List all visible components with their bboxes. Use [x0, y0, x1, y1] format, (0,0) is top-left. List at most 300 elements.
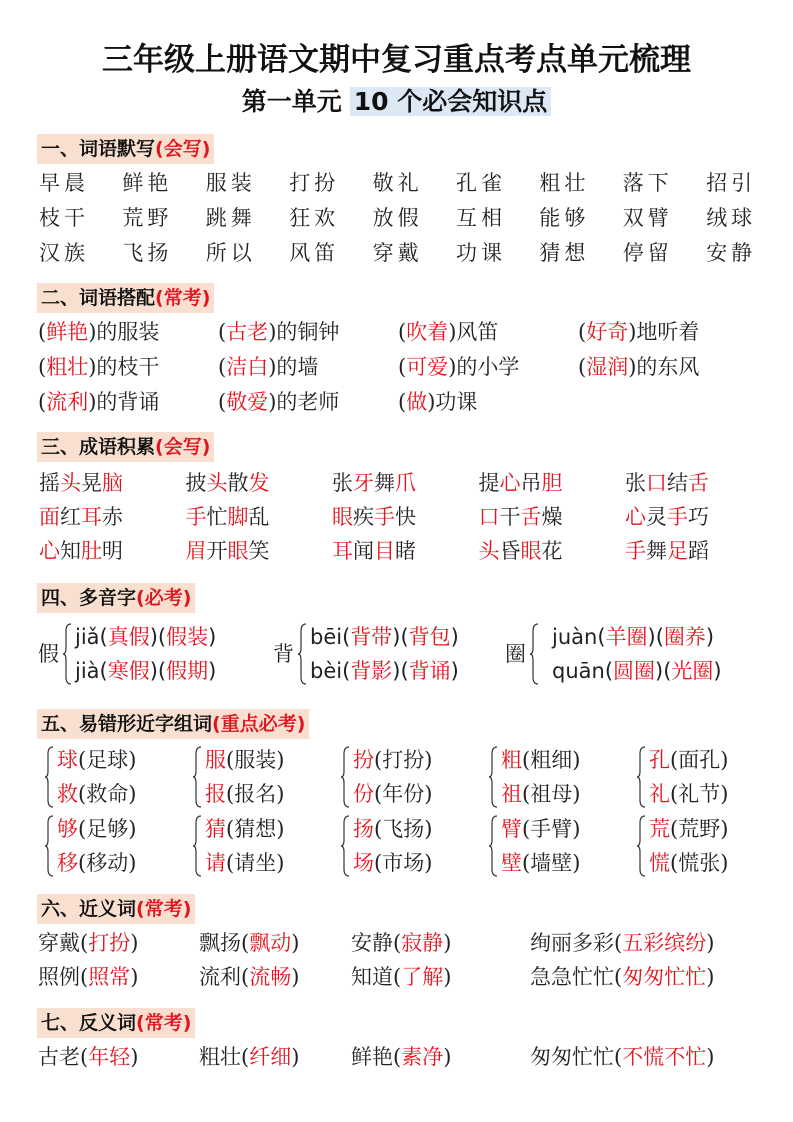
red-text: 救 — [57, 782, 78, 806]
text: (年份) — [374, 782, 433, 806]
text: (荒野) — [670, 817, 729, 841]
section-heading — [37, 432, 214, 462]
subtitle-unit: 第一单元 — [241, 87, 342, 116]
red-text: 了解 — [401, 965, 444, 989]
red-text: 舌 — [520, 505, 542, 529]
red-text: 羊圈 — [605, 625, 648, 649]
pinyin-line — [75, 658, 216, 684]
similar-char-word — [353, 850, 432, 876]
vocab-word: 粗壮 — [539, 171, 590, 195]
vocab-word: 敬礼 — [372, 171, 423, 195]
red-text: 流利 — [46, 390, 89, 414]
red-text: 请 — [205, 851, 226, 875]
collocation — [38, 319, 159, 345]
red-text: 敬爱 — [226, 390, 269, 414]
red-text: 牙 — [353, 471, 374, 495]
text: 知 — [60, 539, 81, 563]
section-title: 一、词语默写 — [41, 138, 156, 160]
vocab-word: 打扮 — [289, 171, 340, 195]
vocab-word: 鲜艳 — [122, 171, 173, 195]
text: 穿戴( — [38, 931, 89, 955]
similar-char-word — [649, 781, 728, 807]
red-text: 礼 — [649, 782, 670, 806]
text: 蹈 — [688, 539, 709, 563]
red-text: 照常 — [88, 965, 131, 989]
red-text: 素净 — [401, 1045, 444, 1069]
vocab-word: 服装 — [205, 171, 256, 195]
red-text: 背带 — [350, 625, 393, 649]
red-text: 面 — [39, 505, 60, 529]
section-tag: (常考) — [136, 898, 192, 920]
text: 疾 — [353, 505, 374, 529]
text: (移动) — [78, 851, 137, 875]
similar-char-word — [205, 850, 284, 876]
text: )的老师 — [268, 390, 340, 414]
red-text: 粗壮 — [46, 355, 89, 379]
section-heading — [37, 283, 214, 313]
text: 照例( — [38, 965, 89, 989]
vocab-word: 双臂 — [622, 206, 673, 230]
red-text: 心 — [499, 471, 521, 495]
synonym-pair — [38, 930, 138, 956]
idiom — [625, 470, 709, 496]
similar-char-word — [205, 747, 284, 773]
brace-icon — [297, 623, 307, 685]
vocab-word: 早晨 — [39, 171, 89, 195]
idiom — [186, 470, 270, 496]
red-text: 荒 — [649, 817, 670, 841]
vocab-word: 猜想 — [539, 241, 590, 265]
text: ( — [38, 320, 47, 344]
red-text: 背包 — [408, 625, 451, 649]
text: 摇 — [39, 471, 60, 495]
polyphone-char: 背 — [273, 642, 294, 666]
section-tag: (常考) — [155, 287, 211, 309]
collocation — [38, 354, 159, 380]
vocab-word: 停留 — [622, 241, 673, 265]
antonym-pair — [199, 1044, 299, 1070]
vocab-word: 荒野 — [122, 206, 173, 230]
text: jià( — [75, 659, 108, 683]
text: ) — [450, 659, 459, 683]
text: 巧 — [688, 505, 709, 529]
red-text: 眼 — [227, 539, 249, 563]
red-text: 打扮 — [88, 931, 131, 955]
vocab-word: 风笛 — [289, 241, 340, 265]
red-text: 耳 — [81, 505, 102, 529]
vocab-word: 互相 — [456, 206, 506, 230]
red-text: 不慌不忙 — [622, 1045, 707, 1069]
red-text: 飘动 — [249, 931, 292, 955]
similar-char-word — [501, 747, 580, 773]
text: 睹 — [395, 539, 416, 563]
text: ) — [443, 931, 452, 955]
text: (救命) — [78, 782, 137, 806]
text: (足够) — [78, 817, 137, 841]
vocab-word: 招引 — [706, 171, 757, 195]
similar-char-word — [649, 816, 728, 842]
text: (市场) — [374, 851, 433, 875]
page-subtitle — [0, 86, 793, 118]
idiom — [479, 504, 563, 530]
red-text: 五彩缤纷 — [622, 931, 707, 955]
idiom — [39, 504, 123, 530]
text: (打扮) — [374, 748, 433, 772]
text: )的枝干 — [88, 355, 160, 379]
red-text: 头 — [60, 471, 81, 495]
page-title: 三年级上册语文期中复习重点考点单元梳理 — [102, 42, 691, 78]
text: 燥 — [541, 505, 563, 529]
collocation — [218, 389, 339, 415]
text: juàn( — [552, 625, 606, 649]
red-text: 心 — [625, 505, 646, 529]
text: ) — [443, 965, 452, 989]
red-text: 猜 — [205, 817, 226, 841]
section-title: 四、多音字 — [41, 587, 137, 609]
section-heading — [37, 1008, 195, 1038]
text: )的墙 — [268, 355, 319, 379]
text: 灵 — [646, 505, 667, 529]
text: )功课 — [427, 390, 478, 414]
polyphone-char: 假 — [38, 642, 59, 666]
similar-char-word — [57, 850, 136, 876]
vocab-word: 孔雀 — [456, 171, 506, 195]
text: 鲜艳( — [351, 1045, 402, 1069]
red-text: 纤细 — [249, 1045, 292, 1069]
text: )( — [655, 659, 672, 683]
text: (服装) — [226, 748, 285, 772]
text: (猜想) — [226, 817, 285, 841]
text: 舞 — [374, 471, 395, 495]
text: )的东风 — [628, 355, 700, 379]
red-text: 移 — [57, 851, 78, 875]
antonym-pair — [351, 1044, 451, 1070]
text: bēi( — [310, 625, 351, 649]
section-title: 六、近义词 — [41, 898, 137, 920]
text: 干 — [499, 505, 521, 529]
idiom — [479, 470, 563, 496]
vocab-word: 绒球 — [706, 206, 757, 230]
text: )的小学 — [448, 355, 520, 379]
similar-char-word — [353, 781, 432, 807]
collocation — [398, 354, 519, 380]
vocab-word: 跳舞 — [205, 206, 256, 230]
red-text: 手 — [625, 539, 646, 563]
text: 舞 — [646, 539, 667, 563]
red-text: 鲜艳 — [46, 320, 89, 344]
text: 急急忙忙( — [530, 965, 623, 989]
brace-icon — [340, 746, 350, 808]
synonym-pair — [38, 964, 138, 990]
synonym-pair — [199, 964, 299, 990]
antonym-pair — [530, 1044, 714, 1070]
text: 张 — [332, 471, 353, 495]
text: 乱 — [248, 505, 270, 529]
text: (请坐) — [226, 851, 285, 875]
red-text: 圆圈 — [613, 659, 656, 683]
text: ) — [130, 965, 139, 989]
text: ) — [291, 965, 300, 989]
text: 吊 — [520, 471, 542, 495]
text: (祖母) — [522, 782, 581, 806]
brace-icon — [488, 746, 498, 808]
vocab-word: 放假 — [372, 206, 423, 230]
brace-icon — [192, 746, 202, 808]
text: (墙壁) — [522, 851, 581, 875]
red-text: 扮 — [353, 748, 374, 772]
text: ) — [291, 931, 300, 955]
idiom — [332, 538, 416, 564]
red-text: 手 — [374, 505, 395, 529]
text: (手臂) — [522, 817, 581, 841]
text: (飞扬) — [374, 817, 433, 841]
red-text: 洁白 — [226, 355, 269, 379]
red-text: 背影 — [350, 659, 393, 683]
text: )的背诵 — [88, 390, 160, 414]
red-text: 心 — [39, 539, 60, 563]
vocab-word: 功课 — [456, 241, 506, 265]
red-text: 光圈 — [671, 659, 714, 683]
text: ( — [398, 390, 407, 414]
idiom — [186, 504, 270, 530]
text: )( — [647, 625, 664, 649]
text: 绚丽多彩( — [530, 931, 623, 955]
section-title: 七、反义词 — [41, 1012, 137, 1034]
red-text: 耳 — [332, 539, 353, 563]
brace-icon — [636, 746, 646, 808]
similar-char-word — [57, 816, 136, 842]
text: (面孔) — [670, 748, 729, 772]
text: )( — [392, 659, 409, 683]
text: (报名) — [226, 782, 285, 806]
vocab-word: 枝干 — [39, 206, 89, 230]
red-text: 眼 — [520, 539, 542, 563]
section-tag: (常考) — [136, 1012, 192, 1034]
text: 古老( — [38, 1045, 89, 1069]
text: )风笛 — [448, 320, 499, 344]
text: 飘扬( — [199, 931, 250, 955]
text: ( — [578, 355, 587, 379]
red-text: 做 — [406, 390, 428, 414]
red-text: 手 — [667, 505, 688, 529]
idiom — [39, 538, 123, 564]
brace-icon — [488, 815, 498, 877]
red-text: 报 — [205, 782, 226, 806]
section-heading — [37, 709, 309, 739]
similar-char-word — [353, 816, 432, 842]
section-title: 五、易错形近字组词 — [41, 713, 213, 735]
pinyin-line — [552, 658, 722, 684]
text: ( — [398, 320, 407, 344]
section-tag: (会写) — [155, 436, 211, 458]
red-text: 头 — [478, 539, 500, 563]
section-tag: (重点必考) — [212, 713, 306, 735]
similar-char-word — [205, 781, 284, 807]
similar-char-word — [501, 816, 580, 842]
pinyin-line — [75, 624, 216, 650]
red-text: 爪 — [395, 471, 416, 495]
red-text: 匆匆忙忙 — [622, 965, 707, 989]
text: 开 — [206, 539, 228, 563]
red-text: 寂静 — [401, 931, 444, 955]
text: ( — [578, 320, 587, 344]
text: 快 — [395, 505, 416, 529]
vocab-word: 穿戴 — [372, 241, 423, 265]
idiom — [479, 538, 563, 564]
text: )的铜钟 — [268, 320, 340, 344]
red-text: 吹着 — [406, 320, 449, 344]
red-text: 湿润 — [586, 355, 629, 379]
red-text: 眼 — [332, 505, 353, 529]
similar-char-word — [501, 850, 580, 876]
text: 流利( — [199, 965, 250, 989]
vocab-word: 落下 — [622, 171, 673, 195]
synonym-pair — [199, 930, 299, 956]
red-text: 手 — [185, 505, 207, 529]
similar-char-word — [353, 747, 432, 773]
text: 晃 — [81, 471, 102, 495]
text: )( — [392, 625, 409, 649]
red-text: 够 — [57, 817, 78, 841]
idiom — [332, 470, 416, 496]
red-text: 足 — [667, 539, 688, 563]
text: ) — [291, 1045, 300, 1069]
similar-char-word — [205, 816, 284, 842]
antonym-pair — [38, 1044, 138, 1070]
text: )地听着 — [628, 320, 700, 344]
red-text: 球 — [57, 748, 78, 772]
section-heading — [37, 134, 214, 164]
text: ( — [218, 320, 227, 344]
collocation — [578, 354, 699, 380]
text: 结 — [667, 471, 688, 495]
red-text: 肚 — [81, 539, 102, 563]
synonym-pair — [351, 964, 451, 990]
similar-char-word — [57, 781, 136, 807]
brace-icon — [529, 623, 539, 685]
red-text: 发 — [248, 471, 270, 495]
red-text: 寒假 — [107, 659, 150, 683]
brace-icon — [192, 815, 202, 877]
vocab-word: 能够 — [539, 206, 590, 230]
text: ( — [398, 355, 407, 379]
text: 笑 — [248, 539, 270, 563]
red-text: 好奇 — [586, 320, 629, 344]
similar-char-word — [649, 850, 728, 876]
synonym-pair — [351, 930, 451, 956]
text: bèi( — [310, 659, 351, 683]
text: quān( — [552, 659, 614, 683]
text: 提 — [478, 471, 500, 495]
text: ) — [706, 1045, 715, 1069]
text: ) — [713, 659, 722, 683]
text: ) — [443, 1045, 452, 1069]
text: 匆匆忙忙( — [530, 1045, 623, 1069]
red-text: 扬 — [353, 817, 374, 841]
synonym-pair — [530, 964, 714, 990]
vocab-word: 安静 — [706, 241, 757, 265]
red-text: 粗 — [501, 748, 522, 772]
red-text: 臂 — [501, 817, 522, 841]
red-text: 年轻 — [88, 1045, 131, 1069]
collocation — [578, 319, 699, 345]
vocab-word: 所以 — [205, 241, 256, 265]
red-text: 慌 — [649, 851, 670, 875]
brace-icon — [340, 815, 350, 877]
red-text: 胆 — [541, 471, 563, 495]
text: )的服装 — [88, 320, 160, 344]
red-text: 脚 — [227, 505, 249, 529]
brace-icon — [62, 623, 72, 685]
red-text: 真假 — [107, 625, 150, 649]
idiom — [625, 504, 709, 530]
text: 散 — [227, 471, 249, 495]
red-text: 眉 — [185, 539, 207, 563]
text: 披 — [185, 471, 207, 495]
red-text: 古老 — [226, 320, 269, 344]
section-tag: (必考) — [136, 587, 192, 609]
red-text: 假期 — [166, 659, 209, 683]
red-text: 口 — [646, 471, 667, 495]
text: ( — [38, 390, 47, 414]
red-text: 份 — [353, 782, 374, 806]
red-text: 可爱 — [406, 355, 449, 379]
text: ) — [706, 931, 715, 955]
section-tag: (会写) — [155, 138, 211, 160]
text: (足球) — [78, 748, 137, 772]
text: ) — [130, 1045, 139, 1069]
text: jiǎ( — [75, 625, 108, 649]
text: ( — [218, 355, 227, 379]
collocation — [218, 354, 318, 380]
section-title: 三、成语积累 — [41, 436, 156, 458]
text: ) — [208, 659, 217, 683]
text: )( — [149, 625, 167, 649]
text: 红 — [60, 505, 81, 529]
section-title: 二、词语搭配 — [41, 287, 156, 309]
text: 闻 — [353, 539, 374, 563]
brace-icon — [44, 746, 54, 808]
red-text: 舌 — [688, 471, 709, 495]
vocab-word: 飞扬 — [122, 241, 173, 265]
synonym-pair — [530, 930, 714, 956]
collocation — [398, 319, 498, 345]
vocab-word: 狂欢 — [289, 206, 340, 230]
text: (粗细) — [522, 748, 581, 772]
text: (慌张) — [670, 851, 729, 875]
red-text: 脑 — [102, 471, 123, 495]
red-text: 背诵 — [408, 659, 451, 683]
similar-char-word — [57, 747, 136, 773]
text: ) — [706, 965, 715, 989]
red-text: 头 — [206, 471, 228, 495]
text: ) — [450, 625, 459, 649]
text: ) — [208, 625, 217, 649]
subtitle-highlight: 10 个必会知识点 — [350, 87, 552, 116]
text: ( — [38, 355, 47, 379]
text: 昏 — [499, 539, 521, 563]
similar-char-word — [501, 781, 580, 807]
text: 张 — [625, 471, 646, 495]
text: ( — [218, 390, 227, 414]
pinyin-line — [310, 658, 459, 684]
text: 赤 — [102, 505, 123, 529]
red-text: 孔 — [649, 748, 670, 772]
red-text: 目 — [374, 539, 395, 563]
section-heading — [37, 894, 195, 924]
text: )( — [149, 659, 167, 683]
collocation — [218, 319, 339, 345]
